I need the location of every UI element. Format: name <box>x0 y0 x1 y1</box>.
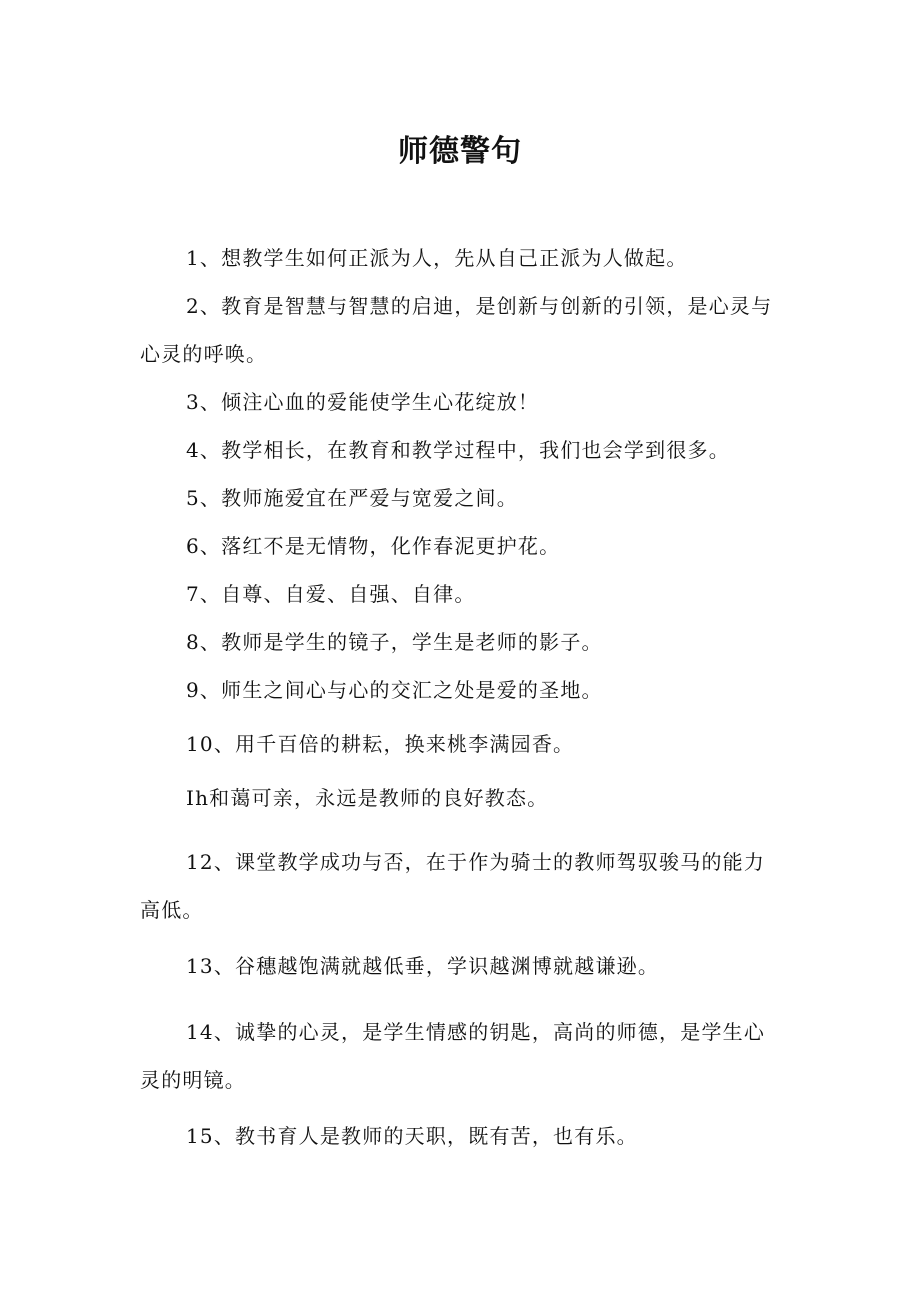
quote-item-5: 5、教师施爱宜在严爱与宽爱之间。 <box>186 486 518 510</box>
quote-item-12: 12、课堂教学成功与否，在于作为骑士的教师驾驭骏马的能力高低。 <box>140 850 766 922</box>
quote-item-10: 10、用千百倍的耕耘，换来桃李满园香。 <box>186 732 575 756</box>
quote-item-3: 3、倾注心血的爱能使学生心花绽放！ <box>186 390 540 414</box>
quote-item-13: 13、谷穗越饱满就越低垂，学识越渊博就越谦逊。 <box>186 954 660 978</box>
quote-item-6: 6、落红不是无情物，化作春泥更护花。 <box>186 534 561 558</box>
quote-item-11: Ih和蔼可亲，永远是教师的良好教态。 <box>186 786 549 810</box>
quote-item-14: 14、诚挚的心灵，是学生情感的钥匙，高尚的师德，是学生心灵的明镜。 <box>140 1020 766 1092</box>
quote-item-4: 4、教学相长，在教育和教学过程中，我们也会学到很多。 <box>186 438 730 462</box>
quote-item-9: 9、师生之间心与心的交汇之处是爱的圣地。 <box>186 678 603 702</box>
quote-item-2: 2、教育是智慧与智慧的启迪，是创新与创新的引领，是心灵与心灵的呼唤。 <box>140 294 773 366</box>
quote-item-8: 8、教师是学生的镜子，学生是老师的影子。 <box>186 630 603 654</box>
quote-item-15: 15、教书育人是教师的天职，既有苦，也有乐。 <box>186 1124 638 1148</box>
document-title: 师德警句 <box>398 134 522 169</box>
quote-item-7: 7、自尊、自爱、自强、自律。 <box>186 582 476 606</box>
quote-item-1: 1、想教学生如何正派为人，先从自己正派为人做起。 <box>186 246 688 270</box>
